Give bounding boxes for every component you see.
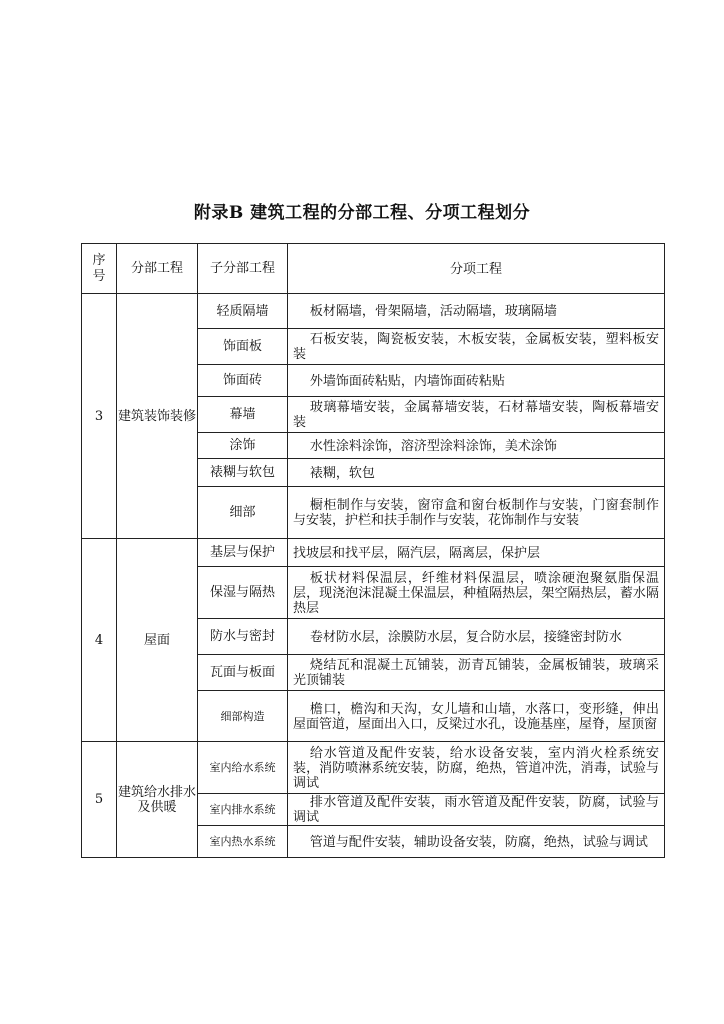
- header-division: 分部工程: [117, 244, 198, 294]
- subdivision-name: 饰面砖: [198, 365, 288, 397]
- table-header-row: [82, 244, 665, 294]
- item-list: 板材隔墙，骨架隔墙，活动隔墙，玻璃隔墙: [288, 294, 665, 329]
- header-no-line2: 号: [92, 268, 106, 284]
- page-title: 附录B 建筑工程的分部工程、分项工程划分: [193, 203, 531, 223]
- row-no: 3: [82, 294, 117, 539]
- item-list: 烧结瓦和混凝土瓦铺装，沥青瓦铺装，金属板铺装，玻璃采光顶铺装: [288, 655, 665, 691]
- division-table: [81, 243, 665, 858]
- table-row: [82, 539, 665, 567]
- subdivision-name: 细部构造: [198, 691, 288, 742]
- subdivision-name: 室内给水系统: [198, 742, 288, 794]
- header-subdivision: 子分部工程: [198, 244, 288, 294]
- item-list: 橱柜制作与安装，窗帘盒和窗台板制作与安装，门窗套制作与安装，护栏和扶手制作与安装，花饰制作与安装: [288, 487, 665, 539]
- subdivision-name: 裱糊与软包: [198, 459, 288, 487]
- item-list: 给水管道及配件安装，给水设备安装，室内消火栓系统安装，消防喷淋系统安装，防腐，绝热，管道冲洗，消毒，试验与调试: [288, 742, 665, 794]
- subdivision-name: 细部: [198, 487, 288, 539]
- division-name: 屋面: [117, 539, 198, 742]
- subdivision-name: 基层与保护: [198, 539, 288, 567]
- subdivision-name: 轻质隔墙: [198, 294, 288, 329]
- subdivision-name: 幕墙: [198, 397, 288, 433]
- row-no: 5: [82, 742, 117, 858]
- division-name: 建筑装饰装修: [117, 294, 198, 539]
- row-no: 4: [82, 539, 117, 742]
- division-name: 建筑给水排水及供暖: [117, 742, 198, 858]
- subdivision-name: 饰面板: [198, 329, 288, 365]
- header-no: [82, 244, 117, 294]
- item-list: 檐口，檐沟和天沟，女儿墙和山墙，水落口，变形缝，伸出屋面管道，屋面出入口，反梁过水孔，设施基座，屋脊，屋顶窗: [288, 691, 665, 742]
- subdivision-name: 防水与密封: [198, 619, 288, 655]
- subdivision-name: 室内热水系统: [198, 826, 288, 858]
- subdivision-name: 涂饰: [198, 433, 288, 459]
- header-no-line1: 序: [92, 252, 106, 268]
- item-list: 水性涂料涂饰，溶济型涂料涂饰，美术涂饰: [288, 433, 665, 459]
- item-list: 管道与配件安装，辅助设备安装，防腐，绝热，试验与调试: [288, 826, 665, 858]
- item-list: 裱糊，软包: [288, 459, 665, 487]
- subdivision-name: 室内排水系统: [198, 794, 288, 826]
- subdivision-name: 瓦面与板面: [198, 655, 288, 691]
- item-list: 石板安装，陶瓷板安装，木板安装，金属板安装，塑料板安装: [288, 329, 665, 365]
- item-list: 玻璃幕墙安装，金属幕墙安装，石材幕墙安装，陶板幕墙安装: [288, 397, 665, 433]
- table-row: [82, 294, 665, 329]
- item-list: 外墙饰面砖粘贴，内墙饰面砖粘贴: [288, 365, 665, 397]
- item-list: 卷材防水层，涂膜防水层，复合防水层，接缝密封防水: [288, 619, 665, 655]
- item-list: 排水管道及配件安装，雨水管道及配件安装，防腐，试验与调试: [288, 794, 665, 826]
- item-list: 找坡层和找平层，隔汽层，隔离层，保护层: [288, 539, 665, 567]
- subdivision-name: 保湿与隔热: [198, 567, 288, 619]
- header-items: 分项工程: [288, 244, 665, 294]
- table-row: [82, 742, 665, 794]
- item-list: 板状材料保温层，纤维材料保温层，喷涂硬泡聚氨脂保温层，现浇泡沫混凝土保温层，种植隔热层，架空隔热层，蓄水隔热层: [288, 567, 665, 619]
